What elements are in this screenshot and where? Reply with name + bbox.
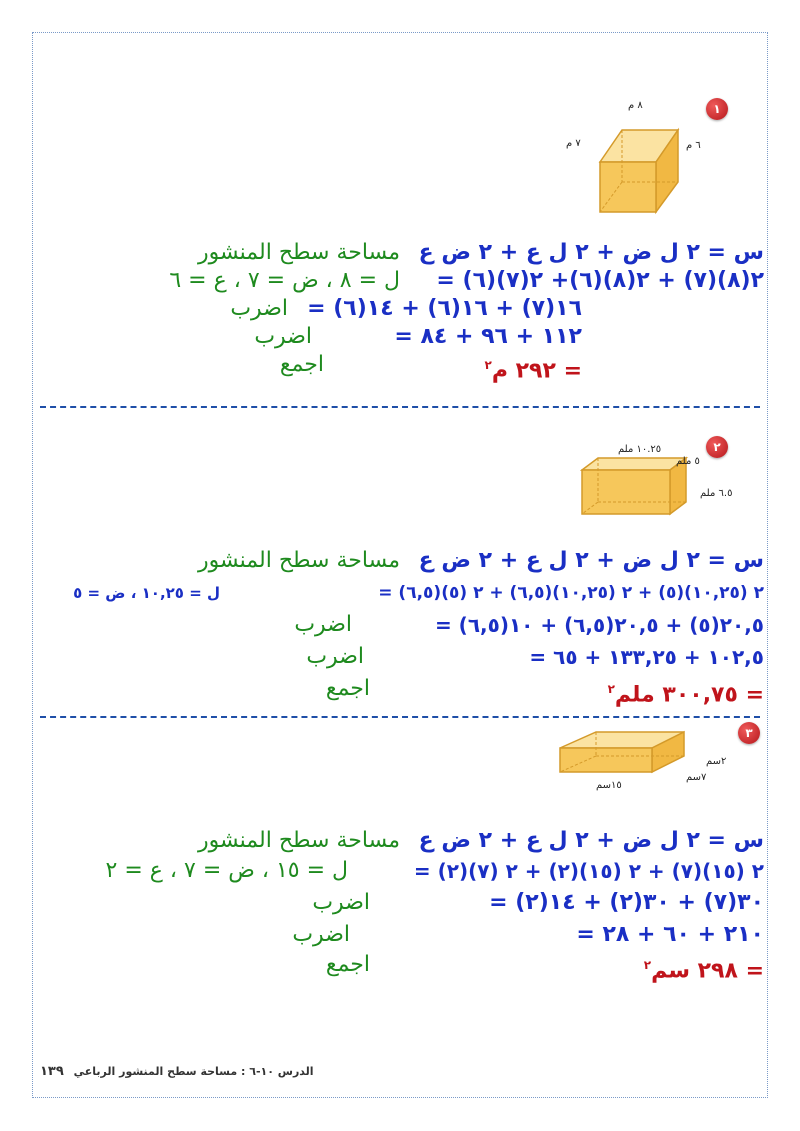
dimension-label: ٨ م [628, 100, 643, 111]
result-line [484, 352, 582, 384]
step-line: = ١٦(٧) + ١٦(٦) + ١٤(٦) [307, 296, 582, 321]
step-note: اضرب [292, 922, 350, 947]
formula-line: س = ٢ ل ض + ٢ ل ع + ٢ ض ع [418, 548, 764, 573]
page-number: ١٣٩ [40, 1064, 64, 1079]
dimension-label: ١٥سم [596, 780, 622, 791]
cuboid-3-figure [556, 728, 688, 778]
result-prefix: = [555, 358, 582, 384]
section-divider [40, 716, 760, 718]
result-prefix: = [737, 682, 764, 708]
result-prefix: = [737, 958, 764, 984]
step-line: = ١١٢ + ٩٦ + ٨٤ [394, 324, 582, 349]
substitution-line: = ٢(٨)(٧) + ٢(٨)(٦)+ ٢(٧)(٦) [436, 268, 764, 293]
result-exponent: ٢ [643, 958, 652, 972]
step-note: اضرب [306, 644, 364, 669]
section-divider [40, 406, 760, 408]
substitution-note: ل = ٨ ، ض = ٧ ، ع = ٦ [169, 268, 400, 293]
formula-line: س = ٢ ل ض + ٢ ل ع + ٢ ض ع [418, 240, 764, 265]
dimension-label: ٦.٥ ملم [700, 488, 733, 499]
substitution-note: ل = ١٠,٢٥ ، ض = ٥ [73, 584, 220, 602]
dimension-label: ١٠.٢٥ ملم [618, 444, 662, 455]
cuboid-1-figure [596, 118, 682, 216]
page-footer [40, 1064, 314, 1079]
formula-line: س = ٢ ل ض + ٢ ل ع + ٢ ض ع [418, 828, 764, 853]
substitution-line: = ٢ (١٠,٢٥)(٥) + ٢ (١٠,٢٥)(٦,٥) + ٢ (٥)(٦,٥) [378, 583, 764, 603]
step-line: = ١٠٢,٥ + ١٣٣,٢٥ + ٦٥ [529, 645, 764, 669]
result-value: ٣٠٠,٧٥ ملم [614, 682, 738, 708]
formula-note: مساحة سطح المنشور [198, 828, 400, 853]
problem-number-badge: ١ [706, 98, 728, 120]
step-note: اضرب [230, 296, 288, 321]
formula-note: مساحة سطح المنشور [198, 240, 400, 265]
step-line: = ٣٠(٧) + ٣٠(٢) + ١٤(٢) [489, 890, 764, 915]
result-value: ٢٩٨ سم [651, 958, 738, 984]
dimension-label: ٧سم [686, 772, 707, 783]
result-exponent: ٢ [607, 682, 615, 696]
result-note: اجمع [325, 676, 370, 701]
step-note: اضرب [254, 324, 312, 349]
result-value: ٢٩٢ م [491, 358, 556, 384]
substitution-note: ل = ١٥ ، ض = ٧ ، ع = ٢ [105, 858, 348, 883]
result-note: اجمع [279, 352, 324, 377]
cuboid-2-figure [580, 454, 690, 518]
dimension-label: ٢سم [706, 756, 727, 767]
step-note: اضرب [312, 890, 370, 915]
dimension-label: ٥ ملم [676, 456, 700, 467]
dimension-label: ٧ م [566, 138, 581, 149]
footer-lesson-title: الدرس ١٠-٦ : مساحة سطح المنشور الرباعي [73, 1065, 314, 1078]
substitution-line: = ٢ (١٥)(٧) + ٢ (١٥)(٢) + ٢ (٧)(٢) [413, 859, 764, 883]
step-note: اضرب [294, 612, 352, 637]
result-line [608, 676, 764, 708]
result-note: اجمع [325, 952, 370, 977]
result-exponent: ٢ [484, 358, 492, 372]
problem-number-badge: ٣ [738, 722, 760, 744]
step-line: = ٢١٠ + ٦٠ + ٢٨ [576, 922, 764, 947]
step-line: = ٢٠,٥(٥) + ٢٠,٥(٦,٥) + ١٠(٦,٥) [434, 613, 764, 637]
dimension-label: ٦ م [686, 140, 701, 151]
formula-note: مساحة سطح المنشور [198, 548, 400, 573]
result-line [644, 952, 764, 984]
problem-number-badge: ٢ [706, 436, 728, 458]
